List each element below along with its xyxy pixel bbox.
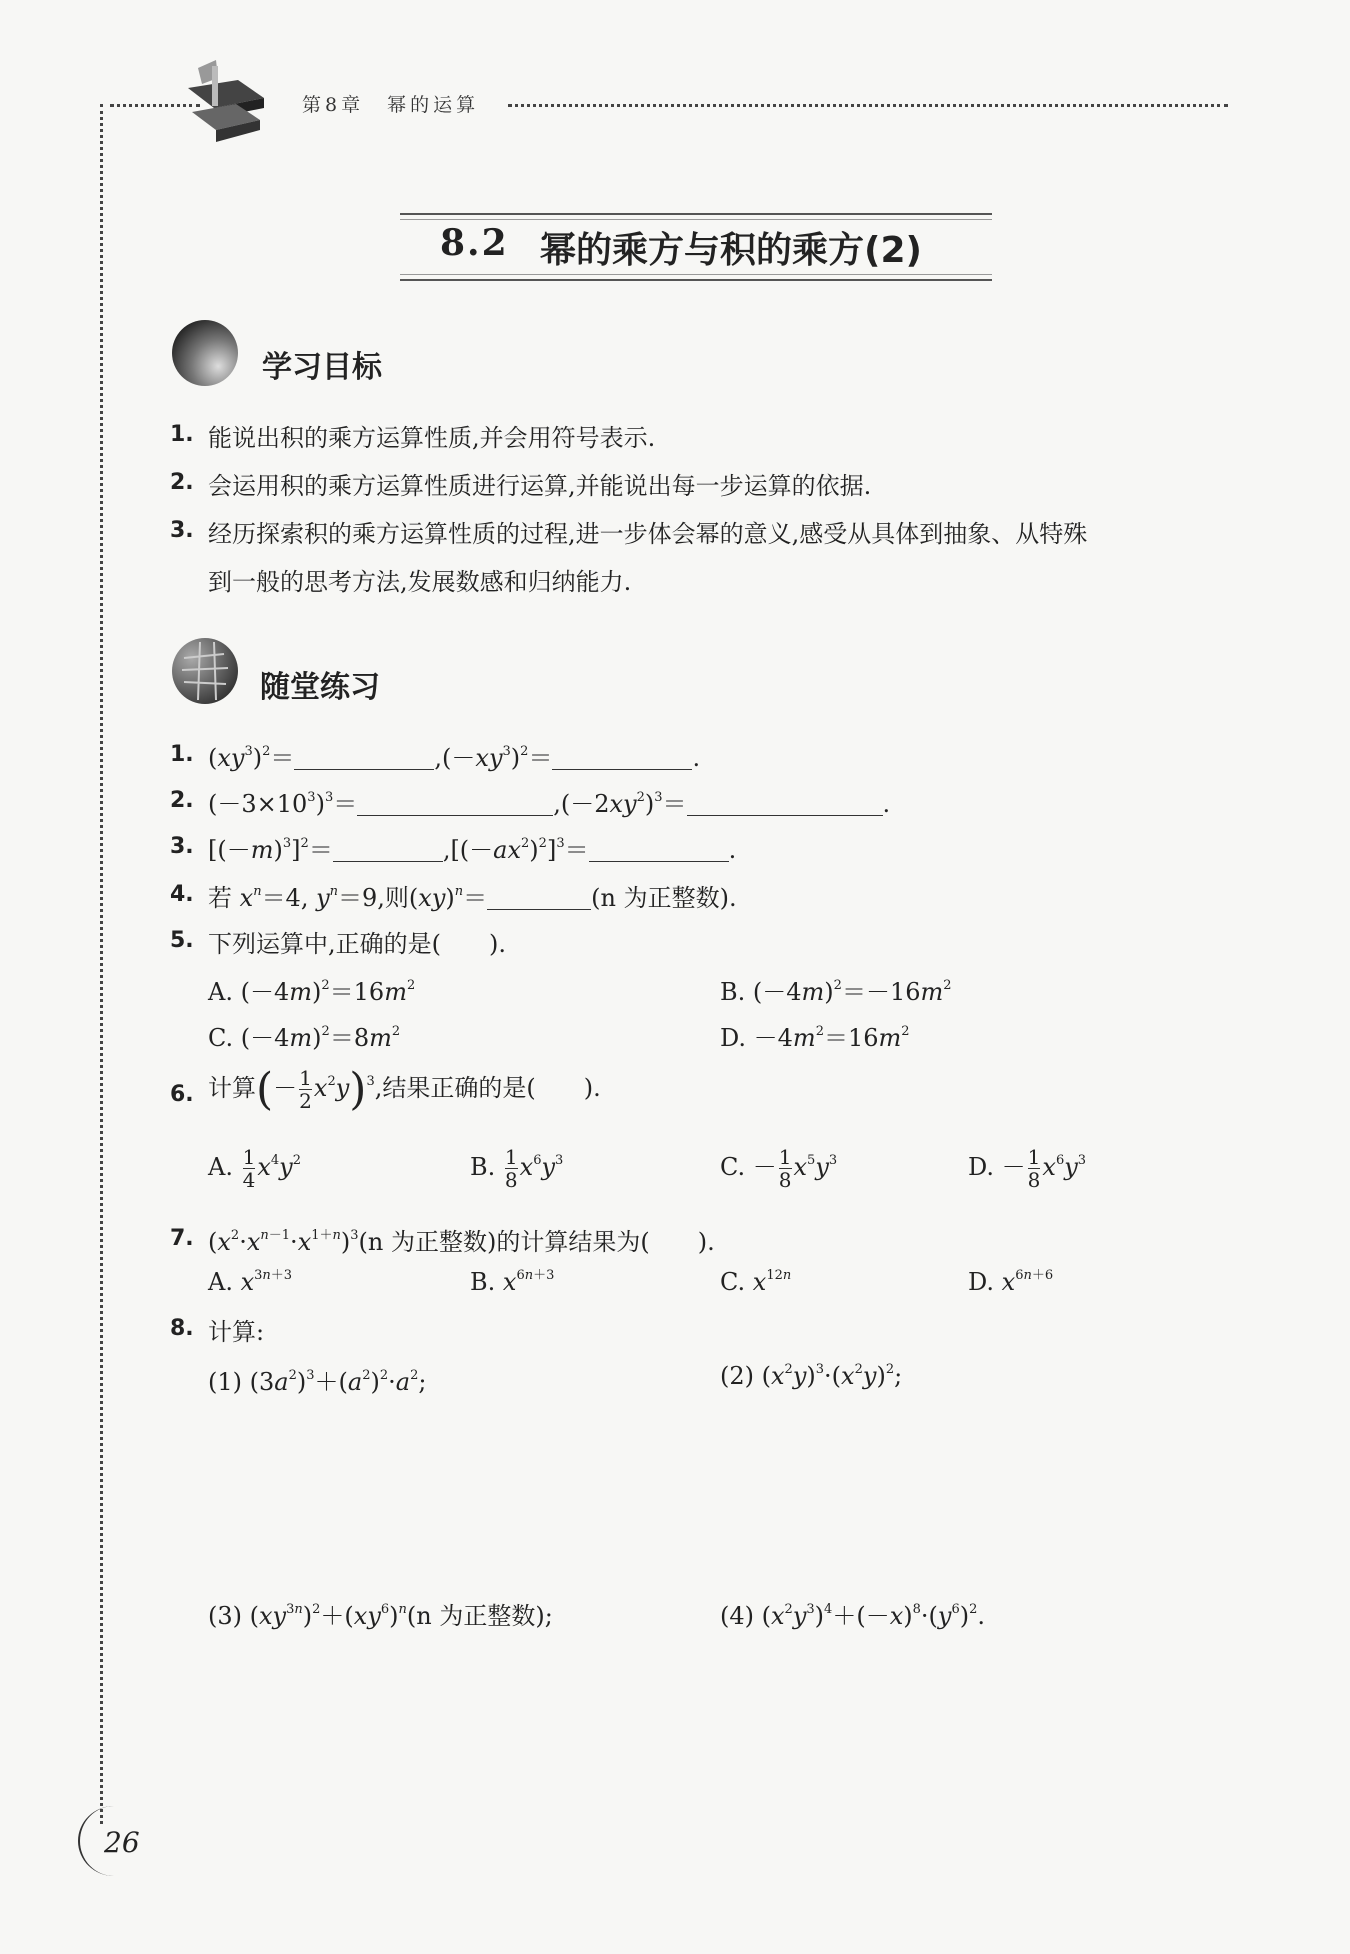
option-a: A. $\frac{1}{4}$ $x^4y^2$ bbox=[208, 1145, 301, 1192]
question-number: 4. bbox=[170, 882, 194, 907]
question-8: 计算: bbox=[208, 1318, 265, 1346]
goal-number: 3. bbox=[170, 518, 194, 543]
chapter-header: 第8章 幂的运算 bbox=[302, 94, 480, 116]
option-d: D. $-4m^2=16m^2$ bbox=[720, 1024, 910, 1052]
margin-dotted-line bbox=[100, 104, 103, 1824]
option-d: D. $x^{6n+6}$ bbox=[968, 1268, 1054, 1296]
goal-number: 1. bbox=[170, 422, 194, 447]
question-2: $(-3\times 10^3)^3= ,(-2xy^2)^3=$ . bbox=[208, 790, 891, 818]
goal-text-continued: 到一般的思考方法,发展数感和归纳能力. bbox=[208, 568, 632, 596]
practice-heading: 随堂练习 bbox=[260, 670, 380, 705]
option-d: D. － $\frac{1}{8}$ $x^6y^3$ bbox=[968, 1145, 1087, 1192]
question-8-part-3: (3) $(xy^{3n})^2+(xy^6)^n(n$ 为正整数); bbox=[208, 1602, 553, 1630]
question-8-part-4: (4) $(x^2y^3)^4+(-x)^8\cdot(y^6)^2$. bbox=[720, 1602, 986, 1630]
question-number: 3. bbox=[170, 834, 194, 859]
question-number: 6. bbox=[170, 1082, 194, 1107]
option-b: B. $x^{6n+3}$ bbox=[470, 1268, 555, 1296]
question-7: $(x^2\cdot x^{n-1}\cdot x^{1+n})^3(n$ 为正整数)的计算结果为( ). bbox=[208, 1228, 715, 1256]
question-number: 5. bbox=[170, 928, 194, 953]
goal-text: 会运用积的乘方运算性质进行运算,并能说出每一步运算的依据. bbox=[208, 472, 872, 500]
question-3: $[(-m)^3]^2= ,[(-ax^2)^2]^3=$ . bbox=[208, 836, 737, 864]
option-b: B. $\frac{1}{8}$ $x^6y^3$ bbox=[470, 1145, 564, 1192]
question-8-part-2: (2) $(x^2y)^3\cdot(x^2y)^2$; bbox=[720, 1362, 903, 1390]
question-number: 7. bbox=[170, 1226, 194, 1251]
option-c: C. $x^{12n}$ bbox=[720, 1268, 792, 1296]
question-number: 8. bbox=[170, 1316, 194, 1341]
goals-heading: 学习目标 bbox=[262, 350, 382, 385]
books-icon bbox=[168, 58, 268, 148]
goal-number: 2. bbox=[170, 470, 194, 495]
header-dotted-line-right bbox=[508, 104, 1228, 107]
globe-icon bbox=[170, 318, 240, 388]
page-title: 幂的乘方与积的乘方(2) bbox=[540, 230, 922, 271]
option-c: C. $(-4m)^2=8m^2$ bbox=[208, 1024, 401, 1052]
building-globe-icon bbox=[170, 636, 240, 706]
question-4: 若 $x^n=4$, $y^n=9$,则(xy)$^n$＝ (n 为正整数). bbox=[208, 884, 737, 912]
option-a: A. $(-4m)^2=16m^2$ bbox=[208, 978, 416, 1006]
question-1: $(xy^3)^2= ,(-xy^3)^2=$ . bbox=[208, 744, 701, 772]
option-b: B. $(-4m)^2=-16m^2$ bbox=[720, 978, 952, 1006]
goal-text: 能说出积的乘方运算性质,并会用符号表示. bbox=[208, 424, 656, 452]
goal-text: 经历探索积的乘方运算性质的过程,进一步体会幂的意义,感受从具体到抽象、从特殊 bbox=[208, 520, 1088, 548]
header-dotted-line-left bbox=[110, 104, 200, 107]
question-6: 计算(－ $\frac{1}{2}$ $x^2y)^3$,结果正确的是( ). bbox=[208, 1064, 601, 1115]
option-c: C. － $\frac{1}{8}$ $x^5y^3$ bbox=[720, 1145, 838, 1192]
section-number: 8.2 bbox=[440, 222, 509, 264]
question-5: 下列运算中,正确的是( ). bbox=[208, 930, 506, 958]
question-8-part-1: (1) $(3a^2)^3+(a^2)^2\cdot a^2$; bbox=[208, 1368, 427, 1396]
option-a: A. $x^{3n+3}$ bbox=[208, 1268, 293, 1296]
question-number: 1. bbox=[170, 742, 194, 767]
page-number: 26 bbox=[104, 1826, 140, 1859]
question-number: 2. bbox=[170, 788, 194, 813]
